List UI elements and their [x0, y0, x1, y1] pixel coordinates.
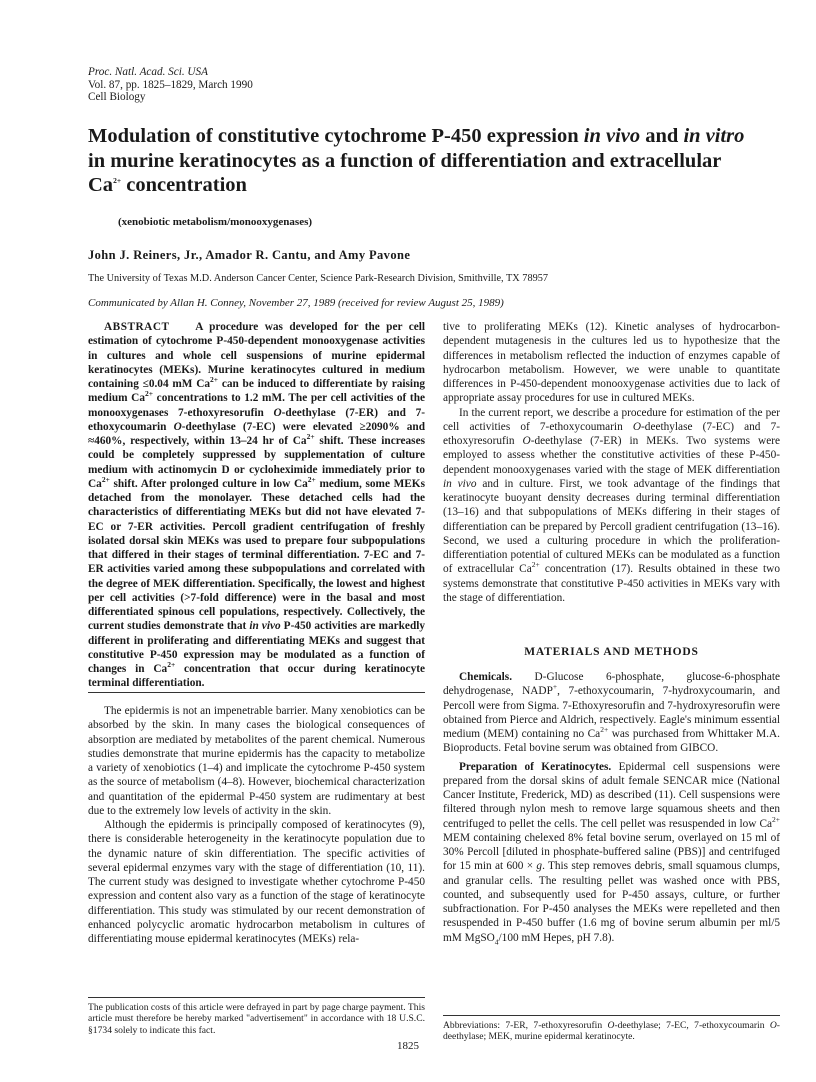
- introduction: [88, 704, 425, 946]
- communicated-by: Communicated by Allan H. Conney, November 27, 1989 (received for review August 25, 1989): [88, 297, 504, 309]
- section-heading-methods: MATERIALS AND METHODS: [524, 646, 699, 658]
- journal-header: [88, 66, 253, 104]
- right-column-intro: [443, 320, 780, 605]
- authors: John J. Reiners, Jr., Amador R. Cantu, and Amy Pavone: [88, 248, 411, 262]
- intro-paragraph-1: The epidermis is not an impenetrable barrier. Many xenobiotics can be absorbed by the skin. In many cases the biological consequences of absorption are mediated by metabolites of the parent chemical. Numerous studies demonstrate that murine epidermis has the capacity to metabolize a variety of xenobiotics (1–4) and implicate the cytochrome P-450 system as the source of metabolism (4–8). However, biochemical characterization and quantitation of the epidermal P-450 system are rudimentary at best due to the extremely low levels of activity in the skin.: [88, 705, 425, 817]
- publication-cost-footnote: The publication costs of this article were defrayed in part by page charge payment. This article must therefore be hereby marked "advertisement" in accordance with 18 U.S.C. §1734 solely to indicate this fact.: [88, 1002, 425, 1036]
- abbreviations-footnote: Abbreviations: 7-ER, 7-ethoxyresorufin O-deethylase; 7-EC, 7-ethoxycoumarin O-deethylase; MEK, murine epidermal keratinocyte.: [443, 1020, 780, 1043]
- intro-paragraph-3: In the current report, we describe a procedure for estimation of the per cell activities of 7-ethoxycoumarin O-deethylase (7-EC) and 7-ethoxyresorufin O-deethylase (7-ER) in MEKs. Two systems were employed to assess whether the constitutive activities of these P-450-dependent monooxygenases varied with the stage of MEK differentiation in vivo and in culture. First, we took advantage of the findings that keratinocyte buoyant density decreases during terminal differentiation (13–16) and that subpopulations of MEKs differing in their stages of differentiation can be prepared by Percoll gradient centrifugation (13–16). Second, we used a culturing procedure in which the proliferation-differentiation potential of cultured MEKs can be modulated as a function of extracellular $Ca^{2+}$ concentration (17). Results obtained in these two systems demonstrate that constitutive P-450 activities in MEKs vary with the stage of differentiation.: [443, 406, 780, 604]
- preparation-paragraph: Preparation of Keratinocytes. Epidermal cell suspensions were prepared from the dorsal skins of adult female SENCAR mice (National Cancer Institute, Frederick, MD) as described (11). Cell suspensions were filtered through nylon mesh to remove large squamous sheets and then centrifuged to pellet the cells. The cell pellet was resuspended in low $Ca^{2+}$ MEM containing chelexed 8% fetal bovine serum, overlayed on 15 ml of 30% Percoll [diluted in phosphate-buffered saline (PBS)] and centrifuged for 15 min at 600 × g. This step removes debris, small squamous clumps, and granular cells. The resulting pellet was washed once with PBS, counted, and subsequently used for P-450 assays, culture, or further subfractionation. For P-450 analyses the MEKs were repelleted and then resuspended in P-450 buffer (1.6 mg of bovine serum albumin per ml/5 mM MgSO$_4$/100 mM Hepes, pH 7.8).: [443, 760, 780, 946]
- intro-continued: tive to proliferating MEKs (12). Kinetic analyses of hydrocarbon-dependent mutagenesis in the cultures led us to hypothesize that the differences in metabolism reflected the induction of enzymes capable of hydrocarbon metabolism. However, we were unable to quantitate differences in P-450-dependent monooxygenase activities due to lack of appropriate assay procedures for use in cultured MEKs.: [443, 321, 780, 405]
- journal-volume: Vol. 87, pp. 1825–1829, March 1990: [88, 78, 253, 91]
- article-title: Modulation of constitutive cytochrome P-450 expression in vivo and in vitro in murine keratinocytes as a function of differentiation and extracellular $Ca^{2+}$ concentration: [88, 125, 745, 196]
- page-number: 1825: [397, 1040, 419, 1052]
- journal-section: Cell Biology: [88, 91, 146, 104]
- methods-section: [443, 670, 780, 945]
- footnote-divider-right: [443, 1015, 780, 1016]
- abstract-divider: [88, 692, 425, 693]
- intro-paragraph-2: Although the epidermis is principally composed of keratinocytes (9), there is considerable heterogeneity in the keratinocyte population due to the dynamic nature of skin differentiation. The specific activities of several epidermal enzymes vary with the stage of differentiation (10, 11). The current study was designed to investigate whether cytochrome P-450 expression and content also vary as a function of the stage of keratinocyte differentiation. This study was stimulated by our recent demonstration of enhanced polycyclic aromatic hydrocarbon metabolism in cultures of differentiating mouse epidermal keratinocytes (MEKs) rela-: [88, 819, 425, 945]
- journal-name: Proc. Natl. Acad. Sci. USA: [88, 66, 208, 78]
- footnote-divider-left: [88, 997, 425, 998]
- keywords: (xenobiotic metabolism/monooxygenases): [118, 216, 313, 228]
- affiliation: The University of Texas M.D. Anderson Cancer Center, Science Park-Research Division, Smithville, TX 78957: [88, 273, 549, 284]
- abstract: ABSTRACT A procedure was developed for the per cell estimation of cytochrome P-450-dependent monooxygenase activities in cultures and whole cell suspensions of murine epidermal keratinocytes (MEKs). Murine keratinocytes cultured in medium containing ≤0.04 mM $Ca^{2+}$ can be induced to differentiate by raising medium $Ca^{2+}$ concentrations to 1.2 mM. The per cell activities of the monooxygenases 7-ethoxyresorufin O-deethylase (7-ER) and 7-ethoxycoumarin O-deethylase (7-EC) were elevated ≥2090% and ≈460%, respectively, within 13–24 hr of $Ca^{2+}$ shift. These increases could be completely suppressed by supplementation of culture medium with actinomycin D or cycloheximide immediately prior to $Ca^{2+}$ shift. After prolonged culture in low $Ca^{2+}$ medium, some MEKs detached from the monolayer. These detached cells had the characteristics of differentiating MEKs but did not have elevated 7-EC or 7-ER activities. Percoll gradient centrifugation of freshly isolated dorsal skin MEKs was used to prepare four subpopulations that differed in their stages of terminal differentiation. 7-EC and 7-ER activities varied among these subpopulations and correlated with the degree of MEK differentiation. Specifically, the lowest and highest per cell activities (>7-fold difference) were in the basal and most differentiated spinous cell populations, respectively. Collectively, the current studies demonstrate that in vivo P-450 activities are markedly different in proliferating and differentiating MEKs and suggest that constitutive P-450 expression may be modulated as a function of changes in $Ca^{2+}$ concentration that occur during keratinocyte terminal differentiation.: [88, 321, 426, 690]
- chemicals-paragraph: Chemicals. D-Glucose 6-phosphate, glucose-6-phosphate dehydrogenase, NADP+, 7-ethoxycoumarin, 7-hydroxycoumarin, and Percoll were from Sigma. 7-Ethoxyresorufin and 7-hydroxyresorufin were obtained from Pierce and Aldrich, respectively. Eagle's minimum essential medium (MEM) containing no $Ca^{2+}$ was purchased from Whittaker M.A. Bioproducts. Fetal bovine serum was obtained from GIBCO.: [443, 671, 780, 755]
- abstract-label: ABSTRACT: [104, 321, 170, 333]
